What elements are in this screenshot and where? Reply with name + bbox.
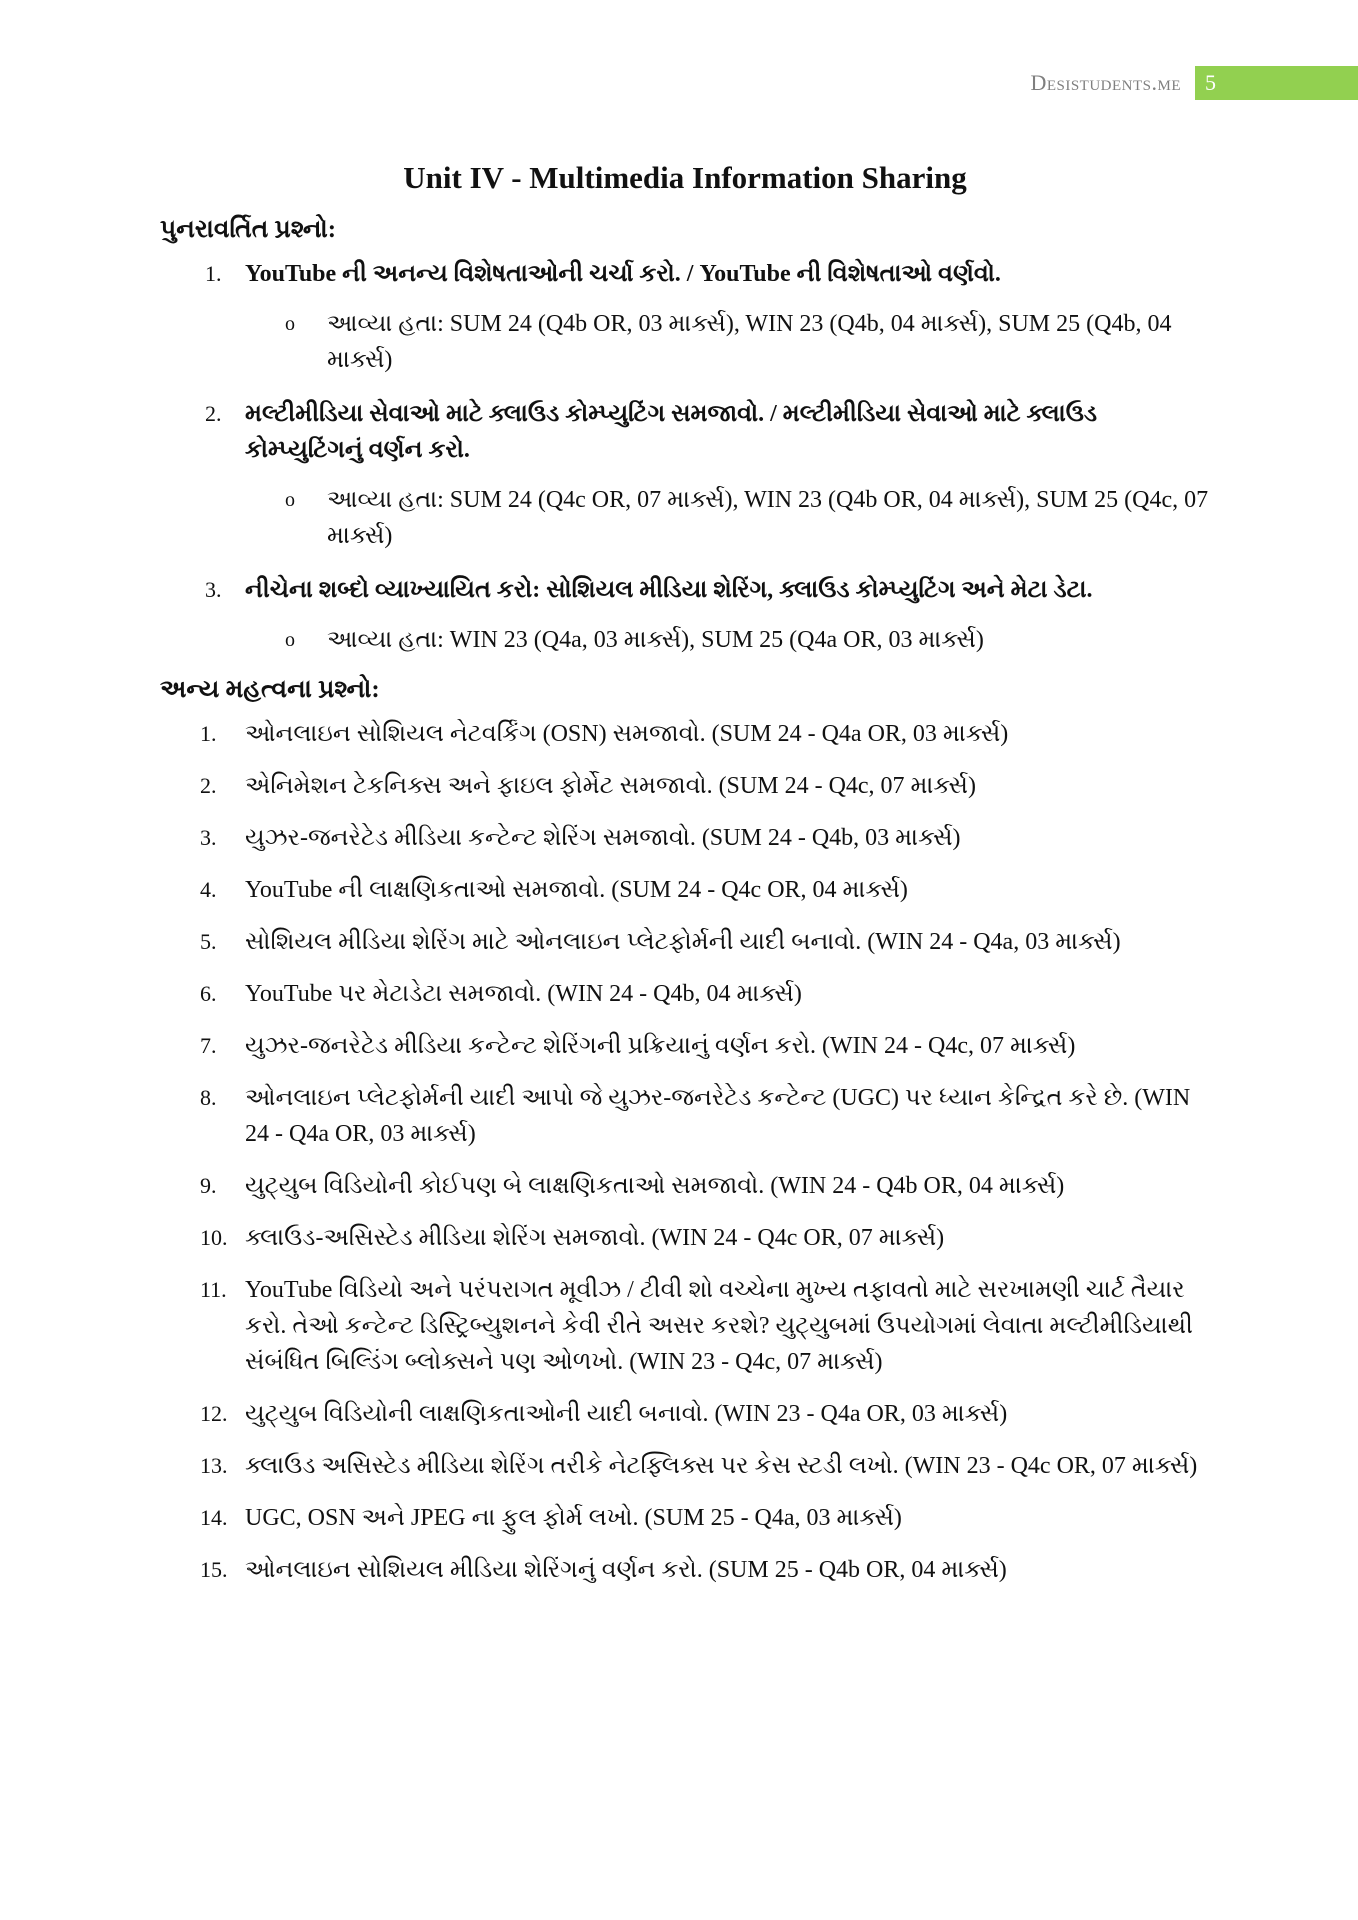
- question-text: ઓનલાઇન સોશિયલ નેટવર્કિંગ (OSN) સમજાવો. (SUM 24 - Q4a OR, 03 માર્ક્સ): [245, 721, 1009, 747]
- asked-in: [245, 306, 1210, 378]
- repeated-questions-heading: પુનરાવર્તિત પ્રશ્નો:: [160, 216, 337, 243]
- other-questions-heading: અન્ય મહત્વના પ્રશ્નો:: [160, 676, 380, 703]
- list-item: [160, 1028, 1210, 1064]
- asked-text: આવ્યા હતા: SUM 24 (Q4c OR, 07 માર્ક્સ), WIN 23 (Q4b OR, 04 માર્ક્સ), SUM 25 (Q4c, 07 માર્ક્સ): [327, 487, 1209, 549]
- item-number: 11.: [200, 1277, 227, 1302]
- list-item: [160, 1552, 1210, 1588]
- item-number: 13.: [200, 1453, 228, 1478]
- question-text: ઓનલાઇન પ્લેટફોર્મની યાદી આપો જે યુઝર-જનરેટેડ કન્ટેન્ટ (UGC) પર ધ્યાન કેન્દ્રિત કરે છે. (WIN 24 - Q4a OR, 03 માર્ક્સ): [245, 1085, 1191, 1147]
- other-questions-list: [160, 716, 1210, 1588]
- site-name: Desistudents.me: [1030, 70, 1181, 95]
- list-item: [160, 256, 1210, 378]
- question-text: ક્લાઉડ અસિસ્ટેડ મીડિયા શેરિંગ તરીકે નેટફ્લિક્સ પર કેસ સ્ટડી લખો. (WIN 23 - Q4c OR, 07 માર્ક્સ): [245, 1453, 1198, 1479]
- list-item: [160, 1080, 1210, 1152]
- list-item: [160, 716, 1210, 752]
- asked-text: આવ્યા હતા: WIN 23 (Q4a, 03 માર્ક્સ), SUM 25 (Q4a OR, 03 માર્ક્સ): [327, 627, 984, 653]
- item-number: 3.: [200, 825, 217, 850]
- item-number: 2.: [200, 773, 217, 798]
- list-item: [160, 1448, 1210, 1484]
- item-number: 8.: [200, 1085, 217, 1110]
- item-number: 4.: [200, 877, 217, 902]
- list-item: [160, 572, 1210, 658]
- question-text: UGC, OSN અને JPEG ના ફુલ ફોર્મ લખો. (SUM 25 - Q4a, 03 માર્ક્સ): [245, 1505, 902, 1531]
- asked-in: [245, 482, 1210, 554]
- list-item: [160, 1500, 1210, 1536]
- item-number: 12.: [200, 1401, 228, 1426]
- question-text: YouTube ની અનન્ય વિશેષતાઓની ચર્ચા કરો. / YouTube ની વિશેષતાઓ વર્ણવો.: [245, 261, 1001, 287]
- item-number: 1.: [200, 721, 217, 746]
- question-text: YouTube પર મેટાડેટા સમજાવો. (WIN 24 - Q4b, 04 માર્ક્સ): [245, 981, 802, 1007]
- question-text: YouTube ની લાક્ષણિકતાઓ સમજાવો. (SUM 24 - Q4c OR, 04 માર્ક્સ): [245, 877, 908, 903]
- question-text: YouTube વિડિયો અને પરંપરાગત મૂવીઝ / ટીવી શો વચ્ચેના મુખ્ય તફાવતો માટે સરખામણી ચાર્ટ તૈયાર કરો. તેઓ કન્ટેન્ટ ડિસ્ટ્રિબ્યુશનને કેવી રીતે અસર કરશે? યુટ્યુબમાં ઉપયોગમાં લેવાતા મલ્ટીમીડિયાથી સંબંધિત બિલ્ડિંગ બ્લોક્સને પણ ઓળખો. (WIN 23 - Q4c, 07 માર્ક્સ): [245, 1277, 1193, 1375]
- list-item: [160, 976, 1210, 1012]
- list-item: [160, 1220, 1210, 1256]
- question-text: સોશિયલ મીડિયા શેરિંગ માટે ઓનલાઇન પ્લેટફોર્મની યાદી બનાવો. (WIN 24 - Q4a, 03 માર્ક્સ): [245, 929, 1121, 955]
- asked-text: આવ્યા હતા: SUM 24 (Q4b OR, 03 માર્ક્સ), WIN 23 (Q4b, 04 માર્ક્સ), SUM 25 (Q4b, 04 માર્ક્સ): [327, 311, 1172, 373]
- question-text: એનિમેશન ટેકનિક્સ અને ફાઇલ ફોર્મેટ સમજાવો. (SUM 24 - Q4c, 07 માર્ક્સ): [245, 773, 976, 799]
- question-text: યુઝર-જનરેટેડ મીડિયા કન્ટેન્ટ શેરિંગની પ્રક્રિયાનું વર્ણન કરો. (WIN 24 - Q4c, 07 માર્ક્સ): [245, 1033, 1076, 1059]
- question-text: ઓનલાઇન સોશિયલ મીડિયા શેરિંગનું વર્ણન કરો. (SUM 25 - Q4b OR, 04 માર્ક્સ): [245, 1557, 1007, 1583]
- list-item: [160, 768, 1210, 804]
- item-number: 15.: [200, 1557, 228, 1582]
- circle-bullet-icon: o: [285, 629, 295, 651]
- list-item: [160, 820, 1210, 856]
- asked-in: [245, 622, 1210, 658]
- question-text: મલ્ટીમીડિયા સેવાઓ માટે ક્લાઉડ કોમ્પ્યુટિંગ સમજાવો. / મલ્ટીમીડિયા સેવાઓ માટે ક્લાઉડ કોમ્પ્યુટિંગનું વર્ણન કરો.: [245, 401, 1098, 463]
- item-number: 9.: [200, 1173, 217, 1198]
- repeated-questions-list: [160, 256, 1210, 658]
- list-item: [160, 1396, 1210, 1432]
- list-item: [160, 924, 1210, 960]
- document-body: [160, 160, 1210, 1604]
- list-item: [160, 872, 1210, 908]
- question-text: યુટ્યુબ વિડિયોની લાક્ષણિકતાઓની યાદી બનાવો. (WIN 23 - Q4a OR, 03 માર્ક્સ): [245, 1401, 1008, 1427]
- list-item: [160, 1272, 1210, 1380]
- item-number: 2.: [205, 401, 222, 426]
- list-item: [160, 1168, 1210, 1204]
- question-text: નીચેના શબ્દો વ્યાખ્યાયિત કરો: સોશિયલ મીડિયા શેરિંગ, ક્લાઉડ કોમ્પ્યુટિંગ અને મેટા ડેટા.: [245, 577, 1093, 603]
- question-text: યુઝર-જનરેટેડ મીડિયા કન્ટેન્ટ શેરિંગ સમજાવો. (SUM 24 - Q4b, 03 માર્ક્સ): [245, 825, 961, 851]
- item-number: 5.: [200, 929, 217, 954]
- circle-bullet-icon: o: [285, 313, 295, 335]
- circle-bullet-icon: o: [285, 489, 295, 511]
- item-number: 6.: [200, 981, 217, 1006]
- page-number: 5: [1195, 66, 1358, 100]
- page-header: [1030, 66, 1358, 100]
- item-number: 7.: [200, 1033, 217, 1058]
- item-number: 3.: [205, 577, 222, 602]
- item-number: 14.: [200, 1505, 228, 1530]
- item-number: 1.: [205, 261, 222, 286]
- question-text: યુટ્યુબ વિડિયોની કોઈપણ બે લાક્ષણિકતાઓ સમજાવો. (WIN 24 - Q4b OR, 04 માર્ક્સ): [245, 1173, 1065, 1199]
- page-title: Unit IV - Multimedia Information Sharing: [403, 160, 967, 195]
- question-text: ક્લાઉડ-અસિસ્ટેડ મીડિયા શેરિંગ સમજાવો. (WIN 24 - Q4c OR, 07 માર્ક્સ): [245, 1225, 945, 1251]
- list-item: [160, 396, 1210, 554]
- item-number: 10.: [200, 1225, 228, 1250]
